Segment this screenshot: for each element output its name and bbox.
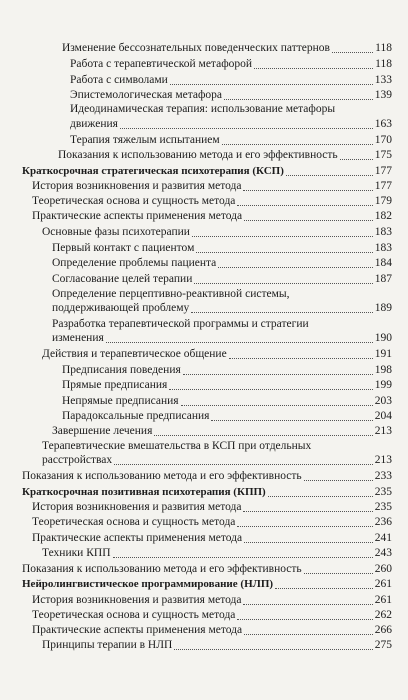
toc-entry — [0, 364, 408, 379]
toc-entry — [0, 410, 408, 425]
toc-entry-title: Непрямые предписания — [62, 395, 179, 407]
toc-entry-title: Парадоксальные предписания — [62, 410, 210, 422]
toc-entry — [0, 486, 408, 501]
toc-entry-title: Действия и терапевтическое общение — [42, 348, 227, 360]
toc-entry-title: Практические аспекты применения метода — [32, 532, 243, 544]
toc-leader-dots — [196, 252, 372, 253]
toc-page-number: 199 — [374, 379, 392, 391]
toc-entry — [0, 42, 408, 57]
toc-entry-title: Прямые предписания — [62, 379, 168, 391]
toc-page-number: 198 — [374, 364, 392, 376]
toc-page-number: 170 — [374, 134, 392, 146]
toc-entry — [0, 318, 408, 348]
toc-entry-title: Завершение лечения — [52, 425, 153, 437]
toc-entry-title: Идеодинамическая терапия: использование метафоры — [70, 103, 336, 115]
toc-page-number: 133 — [374, 74, 392, 86]
toc-entry-title: История возникновения и развития метода — [32, 180, 242, 192]
toc-entry — [0, 165, 408, 180]
toc-page-number: 184 — [374, 257, 392, 269]
toc-page-number: 213 — [374, 425, 392, 437]
toc-leader-dots — [120, 128, 373, 129]
toc-entry-title: Терапевтические вмешательства в КСП при отдельных — [42, 440, 312, 452]
toc-entry-title: Теоретическая основа и сущность метода — [32, 609, 236, 621]
toc-leader-dots — [243, 511, 372, 512]
toc-leader-dots — [244, 634, 373, 635]
toc-entry — [0, 501, 408, 516]
toc-leader-dots — [113, 557, 373, 558]
toc-entry — [0, 594, 408, 609]
toc-leader-dots — [218, 267, 372, 268]
toc-page-number: 275 — [374, 639, 392, 651]
toc-leader-dots — [243, 604, 372, 605]
toc-entry — [0, 578, 408, 593]
toc-entry-continuation: расстройствах — [42, 454, 113, 466]
toc-page-number: 243 — [374, 547, 392, 559]
toc-leader-dots — [237, 205, 372, 206]
toc-entry-title: Теоретическая основа и сущность метода — [32, 516, 236, 528]
toc-page-number: 177 — [374, 180, 392, 192]
toc-entry-title: Теоретическая основа и сущность метода — [32, 195, 236, 207]
toc-entry — [0, 226, 408, 241]
toc-chapter-title: Краткосрочная стратегическая психотерапия (КСП) — [22, 165, 284, 177]
toc-entry-title: Определение проблемы пациента — [52, 257, 217, 269]
toc-page-number: 266 — [374, 624, 392, 636]
toc-entry — [0, 195, 408, 210]
toc-entry — [0, 532, 408, 547]
toc-entry-title: Практические аспекты применения метода — [32, 210, 243, 222]
toc-entry — [0, 242, 408, 257]
toc-page-number: 182 — [374, 210, 392, 222]
toc-entry — [0, 257, 408, 272]
toc-leader-dots — [254, 68, 373, 69]
toc-page-number: 163 — [374, 118, 392, 130]
toc-entry — [0, 440, 408, 470]
toc-leader-dots — [191, 312, 372, 313]
toc-page-number: 261 — [374, 578, 392, 590]
toc-entry-title: Согласование целей терапии — [52, 273, 193, 285]
toc-entry — [0, 516, 408, 531]
toc-leader-dots — [194, 283, 372, 284]
toc-leader-dots — [275, 588, 373, 589]
toc-entry — [0, 58, 408, 73]
toc-page-number: 235 — [374, 501, 392, 513]
toc-leader-dots — [224, 99, 373, 100]
toc-entry — [0, 639, 408, 654]
toc-leader-dots — [170, 84, 373, 85]
toc-page-number: 241 — [374, 532, 392, 544]
toc-leader-dots — [244, 220, 373, 221]
toc-entry — [0, 348, 408, 363]
toc-entry — [0, 74, 408, 89]
toc-page-number: 235 — [374, 486, 392, 498]
toc-entry-title: История возникновения и развития метода — [32, 501, 242, 513]
toc-page-number: 183 — [374, 242, 392, 254]
toc-leader-dots — [286, 175, 373, 176]
toc-entry-continuation: изменения — [52, 332, 104, 344]
toc-page-number: 118 — [375, 42, 392, 54]
toc-entry — [0, 149, 408, 164]
toc-page-number: 177 — [374, 165, 392, 177]
toc-leader-dots — [106, 342, 373, 343]
toc-entry — [0, 89, 408, 104]
toc-leader-dots — [237, 619, 372, 620]
toc-page-number: 118 — [375, 58, 392, 70]
toc-entry-title: Разработка терапевтической программы и стратегии — [52, 318, 309, 330]
toc-page-number: 175 — [374, 149, 392, 161]
toc-leader-dots — [268, 496, 373, 497]
toc-leader-dots — [332, 52, 373, 53]
toc-entry-title: Терапия тяжелым испытанием — [70, 134, 220, 146]
toc-entry-title: Изменение бессознательных поведенческих паттернов — [62, 42, 330, 54]
toc-page-number: 183 — [374, 226, 392, 238]
toc-leader-dots — [222, 144, 373, 145]
toc-entry — [0, 180, 408, 195]
toc-entry — [0, 609, 408, 624]
toc-page-number: 190 — [374, 332, 392, 344]
toc-leader-dots — [237, 526, 372, 527]
toc-page-number: 260 — [374, 563, 392, 575]
toc-page-number: 179 — [374, 195, 392, 207]
toc-leader-dots — [183, 374, 373, 375]
toc-entry-title: Показания к использованию метода и его эффективность — [22, 470, 302, 482]
toc-page-number: 262 — [374, 609, 392, 621]
toc-page-number: 189 — [374, 302, 392, 314]
toc-entry-title: Предписания поведения — [62, 364, 181, 376]
toc-leader-dots — [340, 159, 373, 160]
toc-page-number: 261 — [374, 594, 392, 606]
toc-entry-title: Эпистемологическая метафора — [70, 89, 223, 101]
toc-chapter-title: Нейролингвистическое программирование (НЛП) — [22, 578, 274, 590]
toc-entry — [0, 210, 408, 225]
toc-page-number: 236 — [374, 516, 392, 528]
toc-leader-dots — [229, 358, 373, 359]
toc-entry — [0, 134, 408, 149]
toc-entry-title: Техники КПП — [42, 547, 111, 559]
toc-entry — [0, 425, 408, 440]
toc-entry — [0, 103, 408, 133]
toc-entry — [0, 547, 408, 562]
toc-page-number: 191 — [374, 348, 392, 360]
toc-entry-title: Работа с терапевтической метафорой — [70, 58, 253, 70]
toc-page-number: 213 — [374, 454, 392, 466]
toc-entry-continuation: движения — [70, 118, 118, 130]
toc-leader-dots — [174, 649, 372, 650]
toc-entry-title: Практические аспекты применения метода — [32, 624, 243, 636]
toc-entry-title: Работа с символами — [70, 74, 168, 86]
toc-entry — [0, 288, 408, 318]
toc-leader-dots — [169, 389, 372, 390]
toc-leader-dots — [154, 435, 372, 436]
toc-page-number: 203 — [374, 395, 392, 407]
toc-page-number: 233 — [374, 470, 392, 482]
toc-entry — [0, 379, 408, 394]
toc-page-number: 139 — [374, 89, 392, 101]
toc-chapter-title: Краткосрочная позитивная психотерапия (КПП) — [22, 486, 266, 498]
toc-entry-continuation: поддерживающей проблему — [52, 302, 190, 314]
toc-leader-dots — [244, 542, 373, 543]
toc-entry — [0, 624, 408, 639]
toc-leader-dots — [211, 420, 372, 421]
toc-entry-title: Первый контакт с пациентом — [52, 242, 195, 254]
toc-entry-title: Основные фазы психотерапии — [42, 226, 190, 238]
toc-entry-title: Принципы терапии в НЛП — [42, 639, 173, 651]
toc-leader-dots — [304, 480, 373, 481]
toc-page-number: 204 — [374, 410, 392, 422]
toc-leader-dots — [243, 190, 372, 191]
toc-entry — [0, 470, 408, 485]
toc-entry — [0, 563, 408, 578]
toc-page-number: 187 — [374, 273, 392, 285]
toc-leader-dots — [304, 573, 373, 574]
toc-entry-title: Показания к использованию метода и его эффективность — [22, 563, 302, 575]
toc-leader-dots — [181, 405, 373, 406]
toc-leader-dots — [114, 464, 373, 465]
toc-leader-dots — [192, 236, 373, 237]
toc-entry-title: Определение перцептивно-реактивной системы, — [52, 288, 290, 300]
toc-entry-title: История возникновения и развития метода — [32, 594, 242, 606]
toc-entry — [0, 395, 408, 410]
toc-entry — [0, 273, 408, 288]
toc-entry-title: Показания к использованию метода и его эффективность — [58, 149, 338, 161]
